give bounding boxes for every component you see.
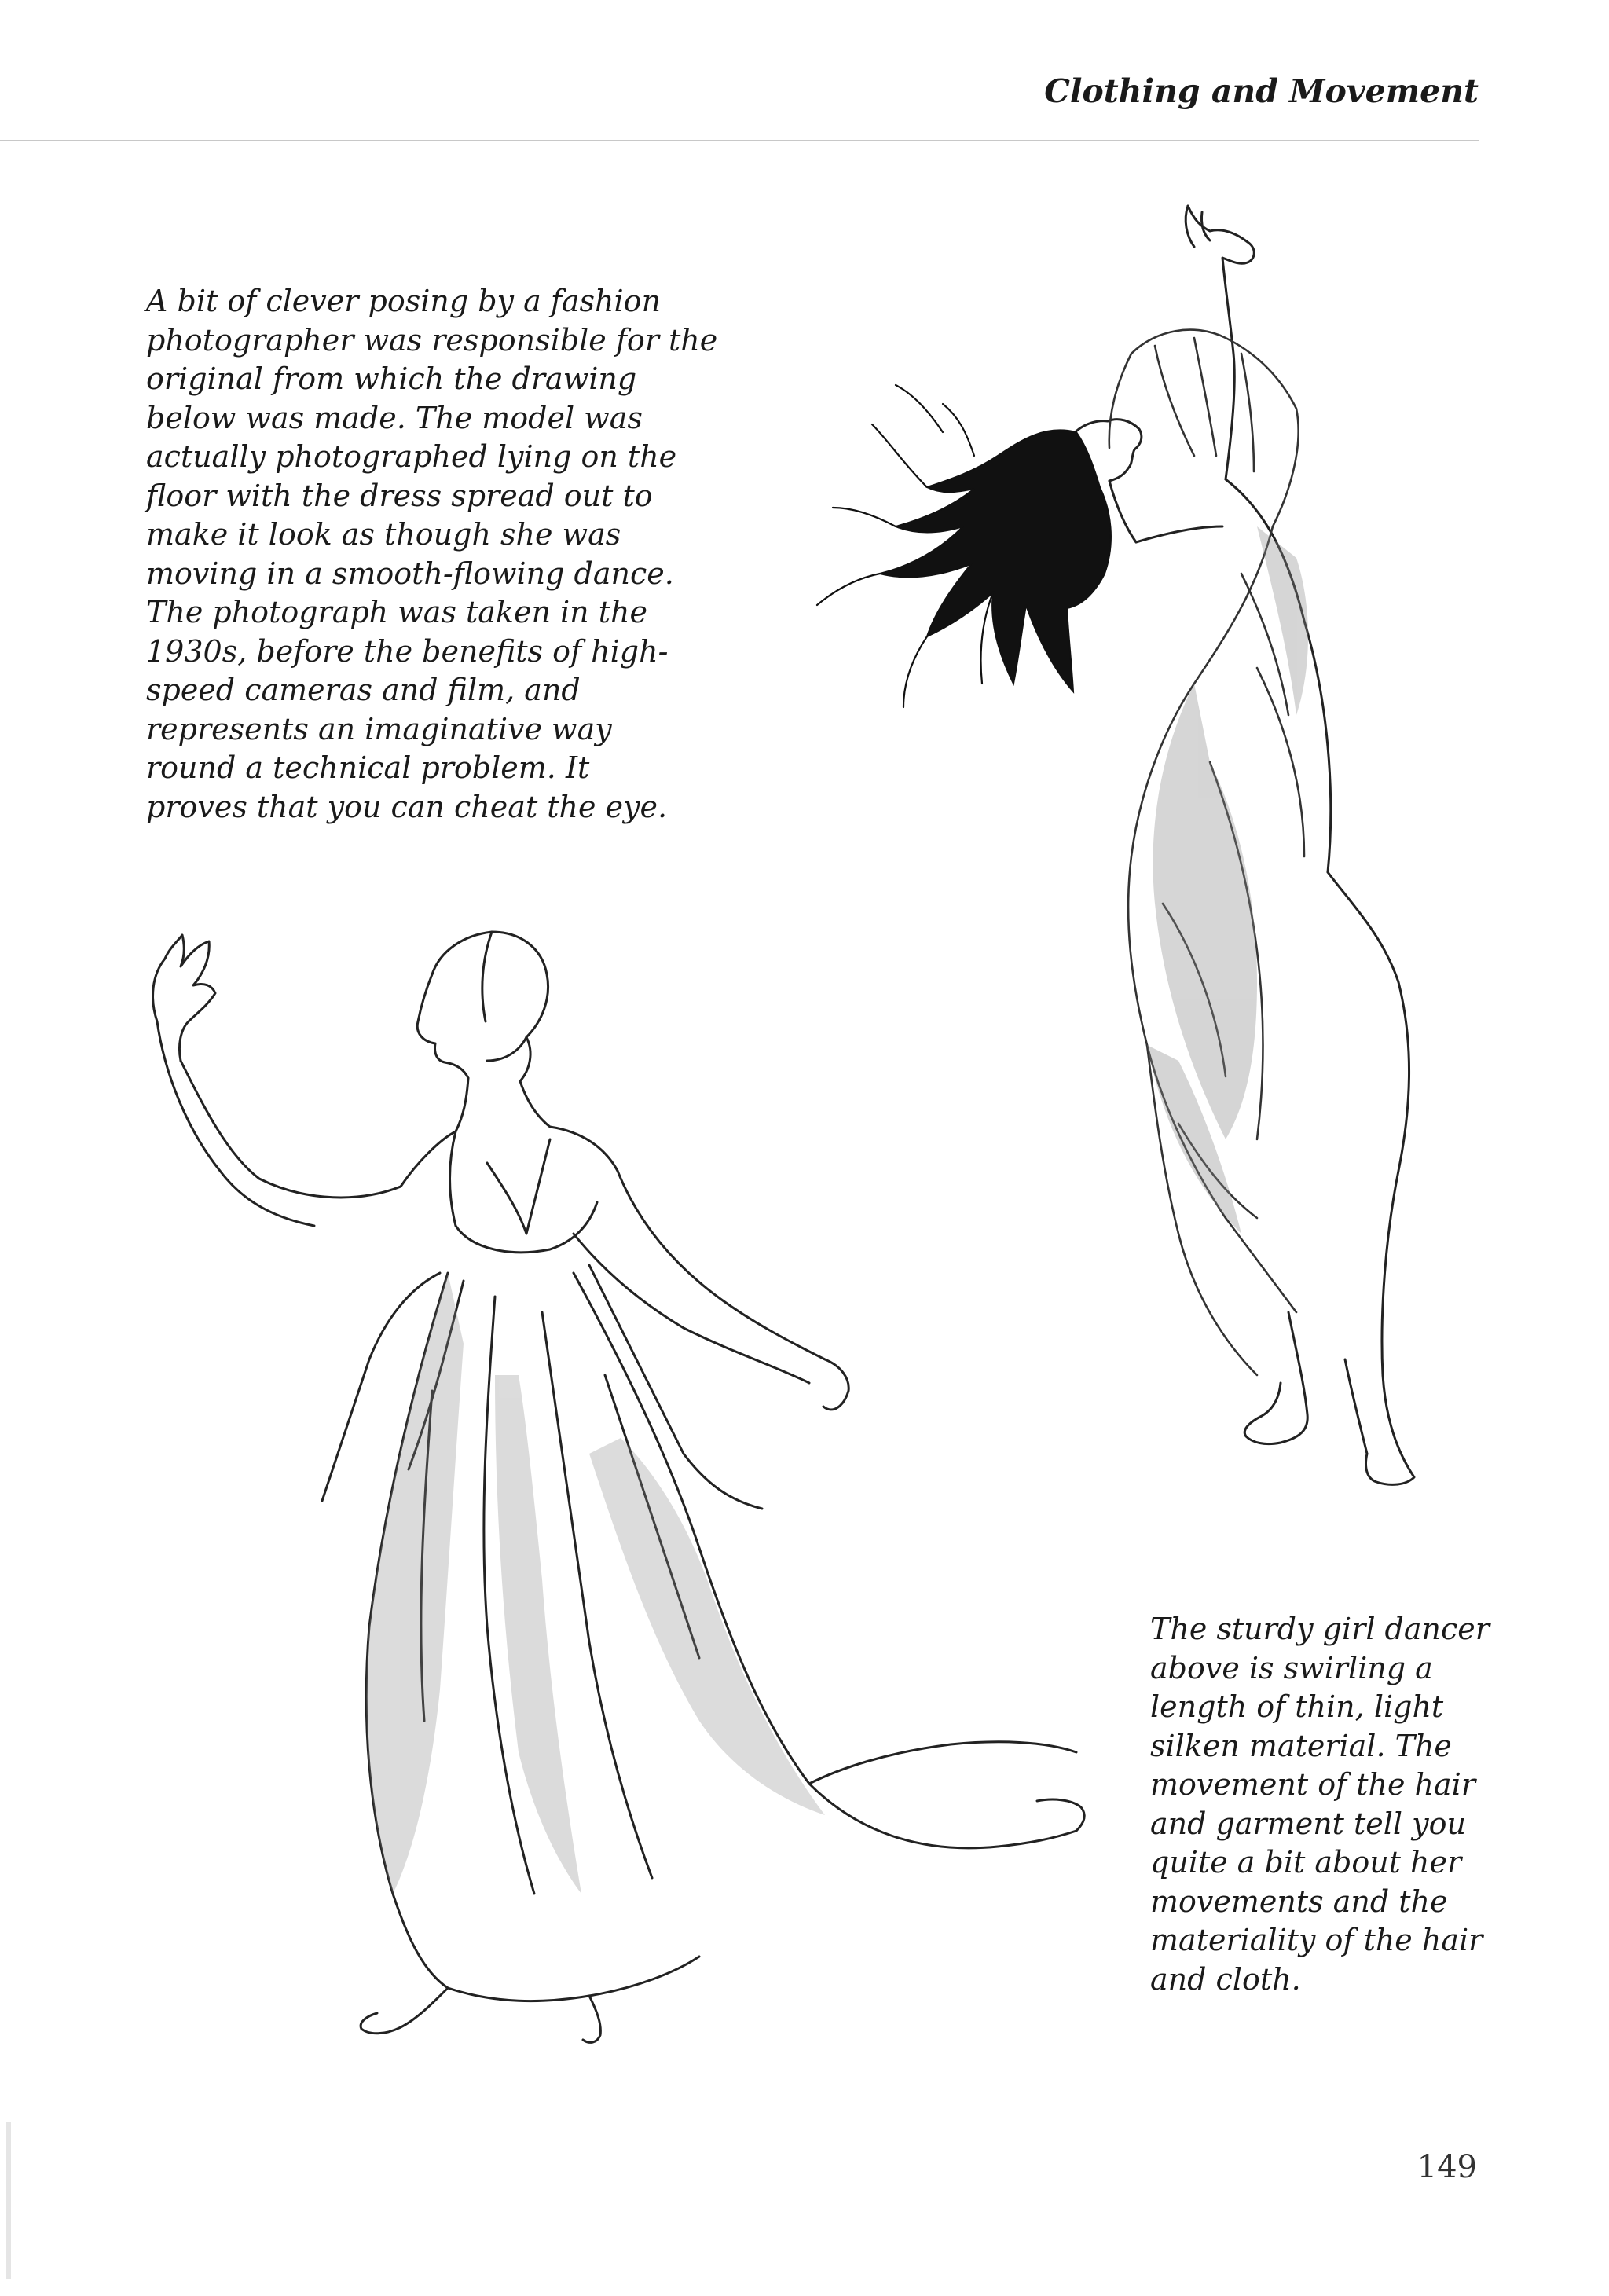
caption-line: and garment tell you xyxy=(1150,1806,1466,1841)
page-number: 149 xyxy=(1417,2149,1477,2185)
caption-line: 1930s, before the benefits of high- xyxy=(146,633,669,669)
caption-top xyxy=(146,282,718,827)
caption-line: proves that you can cheat the eye. xyxy=(146,789,668,824)
caption-line: The sturdy girl dancer xyxy=(1150,1612,1490,1646)
caption-line: movements and the xyxy=(1150,1883,1448,1919)
caption-line: make it look as though she was xyxy=(146,517,621,552)
caption-line: materiality of the hair xyxy=(1150,1923,1483,1957)
caption-line: actually photographed lying on the xyxy=(146,439,677,474)
gown-dancer-illustration xyxy=(134,904,1108,2059)
caption-line: silken material. The xyxy=(1150,1728,1452,1763)
caption-line: length of thin, light xyxy=(1150,1689,1444,1724)
caption-line: above is swirling a xyxy=(1150,1650,1433,1685)
caption-line: floor with the dress spread out to xyxy=(146,478,653,513)
caption-line: A bit of clever posing by a fashion xyxy=(146,284,662,318)
caption-line: represents an imaginative way xyxy=(146,711,612,746)
caption-line: round a technical problem. It xyxy=(146,750,590,785)
margin-imprint-mark xyxy=(3,2122,14,2279)
caption-line: below was made. The model was xyxy=(146,400,643,435)
header-rule xyxy=(0,140,1479,141)
caption-line: and cloth. xyxy=(1150,1961,1301,1997)
caption-bottom xyxy=(1150,1610,1496,1999)
caption-line: speed cameras and film, and xyxy=(146,673,581,707)
caption-line: original from which the drawing xyxy=(146,361,637,396)
caption-line: quite a bit about her xyxy=(1150,1845,1462,1880)
caption-line: photographer was responsible for the xyxy=(146,322,718,358)
caption-line: The photograph was taken in the xyxy=(146,595,647,629)
running-head-title: Clothing and Movement xyxy=(1044,72,1479,110)
caption-line: movement of the hair xyxy=(1150,1767,1475,1802)
caption-line: moving in a smooth-flowing dance. xyxy=(146,556,674,591)
